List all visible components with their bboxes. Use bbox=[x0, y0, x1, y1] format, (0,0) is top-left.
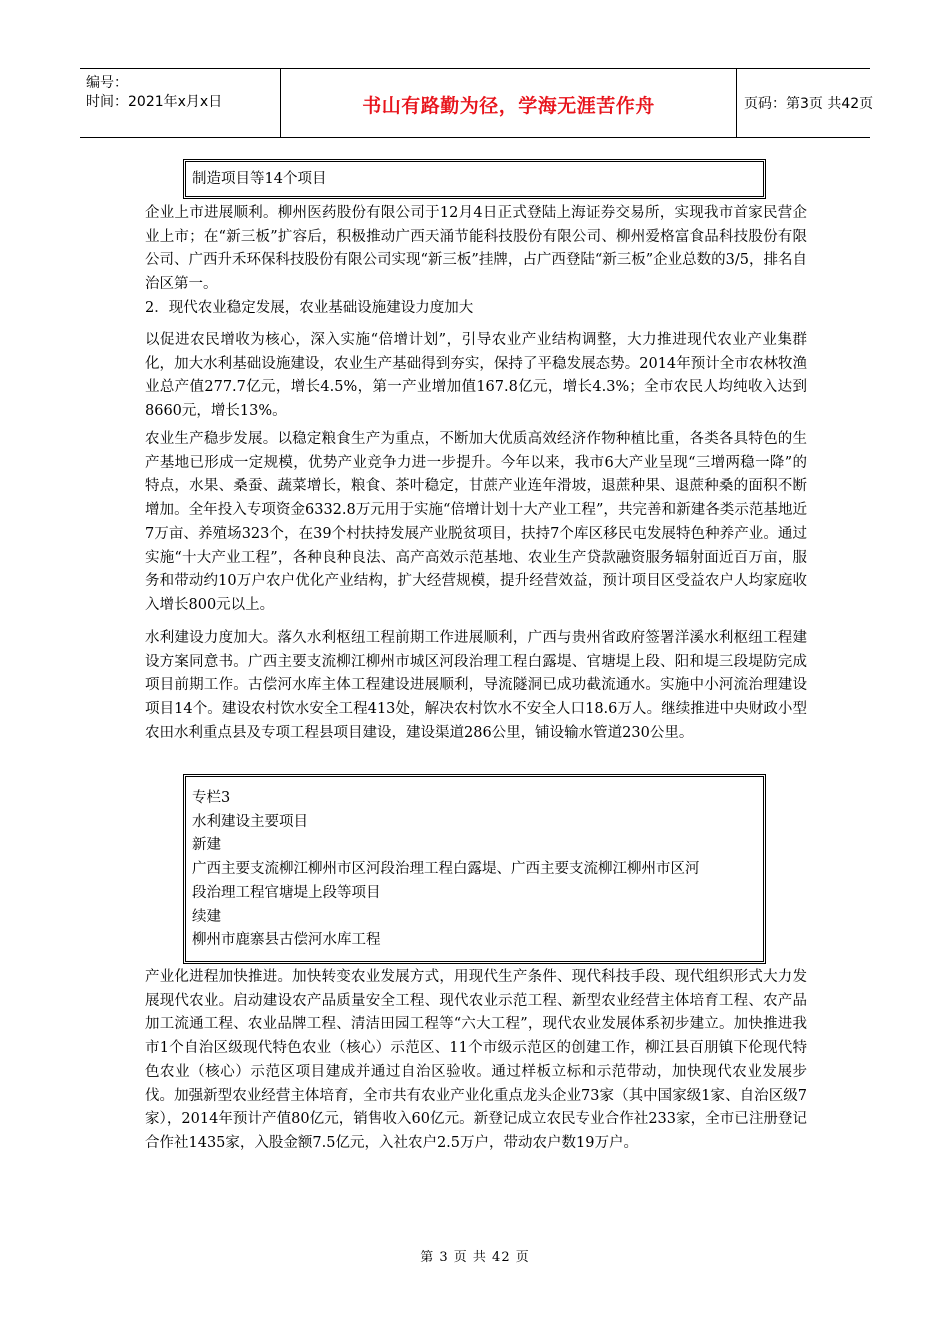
project-box-top bbox=[183, 159, 766, 199]
document-date-label: 时间：2021年x月x日 bbox=[86, 94, 223, 110]
paragraph-agriculture-overview: 以促进农民增收为核心，深入实施“倍增计划”，引导农业产业结构调整，大力推进现代农业产业集群化，加大水利基础设施建设，农业生产基础得到夯实，保持了平稳发展态势。2014年预计全市农林牧渔业总产值277.7亿元，增长4.5%，第一产业增加值167.8亿元，增长4.3%；全市农民人均纯收入达到8660元，增长13%。 bbox=[145, 332, 807, 420]
box-continued-label: 续建 bbox=[192, 908, 221, 925]
box-continued-project: 柳州市鹿寨县古偿河水库工程 bbox=[192, 932, 381, 949]
box-column-number: 专栏3 bbox=[192, 790, 231, 806]
page-header bbox=[80, 68, 874, 138]
paragraph-listing: 企业上市进展顺利。柳州医药股份有限公司于12月4日正式登陆上海证券交易所，实现我市首家民营企业上市；在“新三板”扩容后，积极推动广西天涌节能科技股份有限公司、柳州爱格富食品科技股份有限公司、广西升禾环保科技股份有限公司实现“新三板”挂牌，占广西登陆“新三板”企业总数的3/5，排名自治区第一。 bbox=[145, 205, 807, 293]
header-page-cell bbox=[736, 69, 874, 137]
paragraph-water-conservancy: 水利建设力度加大。落久水利枢纽工程前期工作进展顺利，广西与贵州省政府签署洋溪水利枢纽工程建设方案同意书。广西主要支流柳江柳州市城区河段治理工程白露堤、官塘堤上段、阳和堤三段堤防完成项目前期工作。古偿河水库主体工程建设进展顺利，导流隧洞已成功截流通水。实施中小河流治理建设项目14个。建设农村饮水安全工程413处，解决农村饮水不安全人口18.6万人。继续推进中央财政小型农田水利重点县及专项工程县项目建设，建设渠道286公里，铺设输水管道230公里。 bbox=[145, 630, 807, 741]
header-meta-cell bbox=[80, 69, 280, 137]
header-motto: 书山有路勤为径，学海无涯苦作舟 bbox=[362, 95, 655, 117]
box-new-project-line-1: 广西主要支流柳江柳州市区河段治理工程白露堤、广西主要支流柳江柳州市区河 bbox=[192, 861, 700, 878]
document-number-label: 编号： bbox=[86, 75, 128, 91]
header-page-number: 页码：第3页 共42页 bbox=[744, 96, 874, 112]
box-title: 水利建设主要项目 bbox=[192, 813, 308, 830]
water-projects-box bbox=[183, 774, 766, 964]
page-footer: 第 3 页 共 42 页 bbox=[420, 1250, 530, 1265]
section-heading-agriculture: 2．现代农业稳定发展，农业基础设施建设力度加大 bbox=[145, 300, 474, 316]
box-new-label: 新建 bbox=[192, 837, 221, 854]
paragraph-industrialization: 产业化进程加快推进。加快转变农业发展方式，用现代生产条件、现代科技手段、现代组织形式大力发展现代农业。启动建设农产品质量安全工程、现代农业示范工程、新型农业经营主体培育工程、农产品加工流通工程、农业品牌工程、清洁田园工程等“六大工程”，现代农业发展体系初步建立。加快推进我市1个自治区级现代特色农业（核心）示范区、11个市级示范区的创建工作，柳江县百朋镇下伦现代特色农业（核心）示范区项目建成并通过自治区验收。通过样板立标和示范带动，加快现代农业发展步伐。加强新型农业经营主体培育，全市共有农业产业化重点龙头企业73家（其中国家级1家、自治区级7家），2014年预计产值80亿元，销售收入60亿元。新登记成立农民专业合作社233家，全市已注册登记合作社1435家，入股金额7.5亿元，入社农户2.5万户，带动农户数19万户。 bbox=[145, 969, 807, 1151]
header-motto-cell bbox=[280, 69, 737, 137]
paragraph-agriculture-production: 农业生产稳步发展。以稳定粮食生产为重点，不断加大优质高效经济作物种植比重，各类各具特色的生产基地已形成一定规模，优势产业竞争力进一步提升。今年以来，我市6大产业呈现“三增两稳一降”的特点，水果、桑蚕、蔬菜增长，粮食、茶叶稳定，甘蔗产业连年滑坡，退蔗种果、退蔗种桑的面积不断增加。全年投入专项资金6332.8万元用于实施“倍增计划十大产业工程”，共完善和新建各类示范基地近7万亩、养殖场323个，在39个村扶持发展产业脱贫项目，扶持7个库区移民屯发展特色种养产业。通过实施“十大产业工程”，各种良种良法、高产高效示范基地、农业生产贷款融资服务辐射面近百万亩，服务和带动约10万户农户优化产业结构，扩大经营规模，提升经营效益，预计项目区受益农户人均家庭收入增长800元以上。 bbox=[145, 431, 807, 613]
project-box-top-text: 制造项目等14个项目 bbox=[192, 171, 327, 187]
box-new-project-line-2: 段治理工程官塘堤上段等项目 bbox=[192, 884, 381, 901]
